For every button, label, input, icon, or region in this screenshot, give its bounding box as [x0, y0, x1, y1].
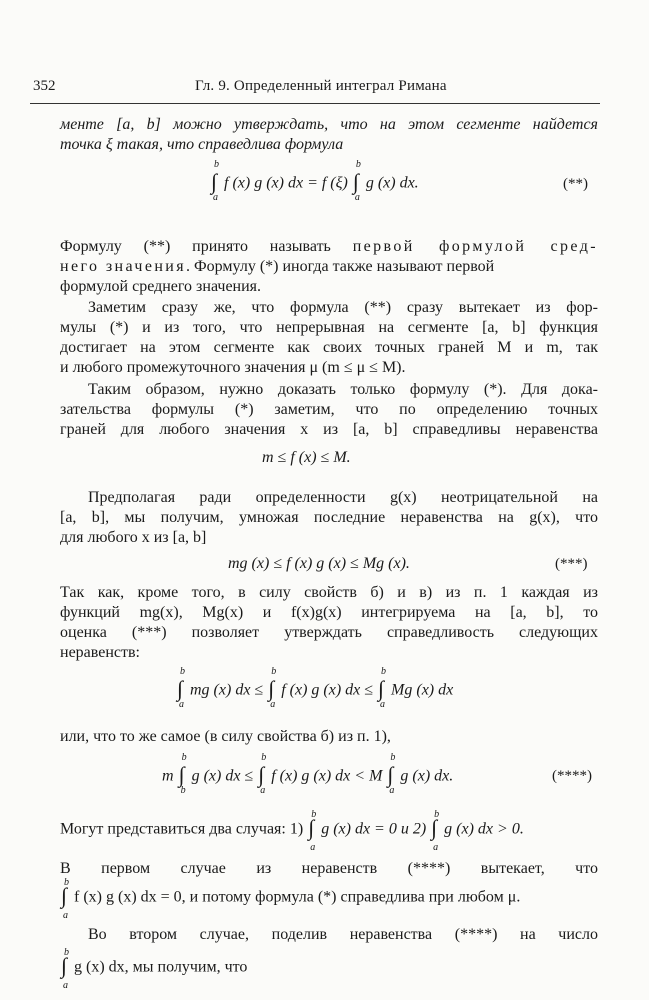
integral-sign: ∫ b a — [378, 666, 387, 710]
integral-sign: ∫ b a — [211, 159, 219, 203]
p1-line-2: него значения. Формулу (*) иногда также называют первой — [60, 258, 495, 275]
integral-sign: ∫ b a — [431, 809, 440, 853]
integral-sign: ∫ b b — [178, 752, 187, 796]
p4-line-2: [a, b], мы получим, умножая последние неравенства на g(x), что — [60, 509, 598, 526]
p6-line: или, что то же самое (в силу свойства б) из п. 1), — [60, 728, 391, 745]
integral-sign: ∫ b a — [177, 666, 185, 710]
p4-line-3: для любого x из [a, b] — [60, 529, 207, 546]
p3-line-2: зательства формулы (*) заметим, что по определению точных — [60, 401, 598, 418]
formula-four-star-term-2: f (x) g (x) dx < M — [271, 767, 383, 785]
header-rule — [30, 103, 600, 104]
formula-integral-bounds — [176, 666, 454, 710]
p7-line: Могут представиться два случая: 1) ∫ b a g (x) dx = 0 и 2) ∫ b a g (x) dx > 0. — [60, 809, 524, 853]
running-title: Гл. 9. Определенный интеграл Римана — [195, 78, 447, 94]
formula-four-star — [162, 752, 454, 796]
p5-line-4: неравенств: — [60, 644, 140, 661]
p8-line-2: ∫ b a f (x) g (x) dx = 0, и потому формула (*) справедлива при любом μ. — [61, 877, 521, 921]
p3-line-3: граней для любого значения x из [a, b] справедливы неравенства — [60, 421, 598, 438]
p9-line-2: ∫ b a g (x) dx, мы получим, что — [61, 947, 248, 991]
intro-line-1: менте [a, b] можно утверждать, что на этом сегменте найдется — [60, 116, 598, 133]
formula-bounds: m ≤ f (x) ≤ M. — [262, 449, 351, 466]
integral-sign: ∫ b a — [258, 752, 267, 796]
formula-m: m — [162, 767, 174, 785]
formula-integral-term-1: mg (x) dx ≤ — [190, 681, 264, 699]
integral-sign: ∫ b a — [61, 947, 69, 991]
integral-sign: ∫ b a — [308, 809, 317, 853]
p5-line-3: оценка (***) позволяет утверждать справедливость следующих — [60, 624, 598, 641]
formula-mean-value-body: f (x) g (x) dx = f (ξ) — [224, 174, 348, 192]
intro-line-2: точка ξ такая, что справедлива формула — [60, 136, 344, 153]
running-header — [0, 72, 649, 98]
integral-sign: ∫ b a — [352, 159, 361, 203]
p5-line-1: Так как, кроме того, в силу свойств б) и в) из п. 1 каждая из — [60, 584, 598, 601]
integral-sign: ∫ b a — [61, 877, 69, 921]
p2-line-4: и любого промежуточного значения μ (m ≤ μ ≤ M). — [60, 359, 406, 376]
formula-four-star-term-3: g (x) dx. — [400, 767, 454, 785]
p2-line-3: достигает на этом сегменте как своих точных граней M и m, так — [60, 339, 598, 356]
formula-label-4star: (****) — [552, 768, 592, 784]
formula-mean-value-tail: g (x) dx. — [365, 174, 419, 192]
p1-line-3: формулой среднего значения. — [60, 278, 262, 295]
formula-integral-term-2: f (x) g (x) dx ≤ — [281, 681, 374, 699]
p1-line-1: Формулу (**) принято называть первой формулой сред- — [60, 238, 598, 255]
p8-line-1: В первом случае из неравенств (****) вытекает, что — [60, 860, 598, 877]
p2-line-2: мулы (*) и из того, что непрерывная на сегменте [a, b] функция — [60, 319, 598, 336]
p9-line-1: Во втором случае, поделив неравенства (****) на число — [88, 926, 598, 943]
page-number: 352 — [33, 78, 56, 94]
formula-integral-term-3: Mg (x) dx — [391, 681, 454, 699]
integral-sign: ∫ b a — [387, 752, 396, 796]
formula-product-bounds: mg (x) ≤ f (x) g (x) ≤ Mg (x). — [228, 555, 410, 572]
p3-line-1: Таким образом, нужно доказать только формулу (*). Для дока- — [88, 381, 598, 398]
formula-four-star-term-1: g (x) dx ≤ — [191, 767, 254, 785]
integral-sign: ∫ b a — [268, 666, 277, 710]
p2-line-1: Заметим сразу же, что формула (**) сразу вытекает из фор- — [88, 299, 598, 316]
formula-label-3star: (***) — [555, 556, 588, 572]
formula-label-2star: (**) — [563, 176, 588, 192]
p4-line-1: Предполагая ради определенности g(x) неотрицательной на — [88, 489, 598, 506]
p5-line-2: функций mg(x), Mg(x) и f(x)g(x) интегрируема на [a, b], то — [60, 604, 598, 621]
formula-mean-value — [210, 159, 419, 203]
